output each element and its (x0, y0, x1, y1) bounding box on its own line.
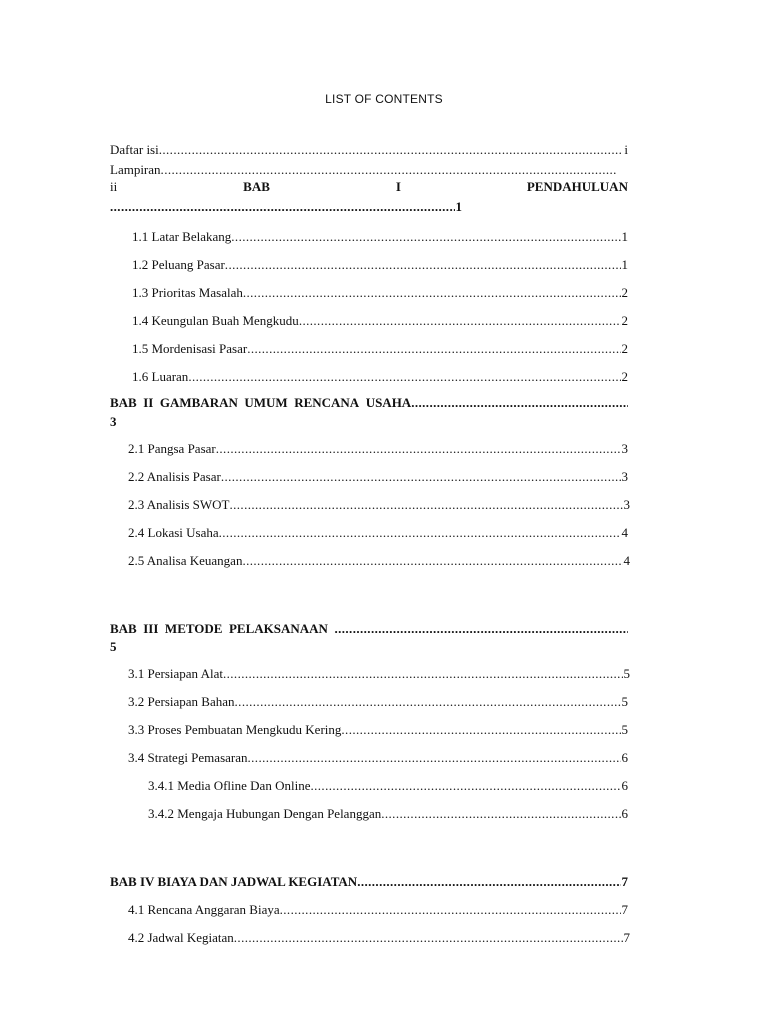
toc-entry-page: 7 (621, 902, 628, 917)
toc-entry-1-2[interactable] (132, 257, 628, 273)
chapter-2-page: 3 (110, 414, 117, 429)
toc-entry-label: 1.4 Keungulan Buah Mengkudu (132, 313, 299, 328)
chapter-3-page: 5 (110, 639, 117, 654)
chapter-2-word-1: BAB (110, 395, 137, 410)
toc-entry-4-1[interactable] (128, 902, 628, 918)
toc-entry-label: 1.6 Luaran (132, 369, 189, 384)
chapter-2-word-4: UMUM (244, 395, 288, 410)
leader-dots (216, 441, 621, 457)
toc-entry-page: 5 (621, 722, 628, 737)
toc-entry-page: 3 (621, 441, 628, 456)
chapter-1-word-3: PENDAHULUAN (526, 179, 628, 194)
leader-dots (242, 553, 622, 569)
toc-entry-label: 2.2 Analisis Pasar (128, 469, 221, 484)
toc-entry-3-4-1[interactable] (148, 778, 628, 794)
toc-entry-label: 3.4.1 Media Ofline Dan Online (148, 778, 311, 793)
toc-entry-label: 2.3 Analisis SWOT (128, 497, 230, 512)
toc-entry-page: 2 (621, 369, 628, 384)
toc-entry-3-3[interactable] (128, 722, 628, 738)
leader-dots (223, 666, 623, 682)
toc-entry-label: Lampiran (110, 162, 161, 177)
toc-entry-page: 4 (623, 553, 630, 568)
toc-entry-2-5[interactable] (128, 553, 630, 569)
toc-entry-label: 1.5 Mordenisasi Pasar (132, 341, 248, 356)
leader-dots (310, 778, 620, 794)
toc-entry-page: 6 (621, 806, 628, 821)
toc-entry-2-1[interactable] (128, 441, 628, 457)
chapter-2-word-5: RENCANA (294, 395, 360, 410)
toc-entry-page: 4 (621, 525, 628, 540)
toc-entry-page: 5 (623, 666, 630, 681)
toc-entry-label: 1.2 Peluang Pasar (132, 257, 225, 272)
toc-entry-2-3[interactable] (128, 497, 630, 513)
toc-entry-label: 3.3 Proses Pembuatan Mengkudu Kering (128, 722, 342, 737)
toc-entry-page: 2 (621, 313, 628, 328)
toc-entry-label: Daftar isi (110, 142, 159, 157)
chapter-3-word-2: III (143, 621, 159, 636)
toc-entry-label: 2.1 Pangsa Pasar (128, 441, 216, 456)
toc-entry-2-4[interactable] (128, 525, 628, 541)
chapter-2-words (110, 395, 411, 411)
chapter-1-word-2: I (395, 179, 401, 194)
leader-dots (299, 313, 621, 329)
chapter-1-leader (110, 199, 462, 215)
leader-dots (188, 369, 620, 385)
leader-dots (231, 229, 620, 245)
leader-dots (159, 142, 624, 158)
leader-dots (161, 162, 616, 178)
toc-entry-daftar-isi[interactable] (110, 142, 628, 158)
toc-entry-page: 3 (623, 497, 630, 512)
leader-dots (334, 621, 628, 637)
chapter-3-words (110, 621, 334, 637)
chapter-1-word-1: BAB (243, 179, 270, 194)
leader-dots (411, 395, 628, 411)
toc-entry-label: 4.2 Jadwal Kegiatan (128, 930, 234, 945)
toc-entry-label: 3.1 Persiapan Alat (128, 666, 223, 681)
chapter-3-heading[interactable] (110, 621, 628, 637)
leader-dots (219, 525, 621, 541)
leader-dots (229, 497, 622, 513)
chapter-2-word-3: GAMBARAN (159, 395, 238, 410)
chapter-3-word-1: BAB (110, 621, 137, 636)
toc-entry-label: 2.4 Lokasi Usaha (128, 525, 219, 540)
leader-dots (247, 341, 620, 357)
leader-dots (341, 722, 620, 738)
toc-entry-page: 6 (621, 750, 628, 765)
toc-entry-page: 2 (621, 341, 628, 356)
toc-entry-page: 1 (621, 229, 628, 244)
toc-entry-page: 2 (621, 285, 628, 300)
toc-entry-4-2[interactable] (128, 930, 630, 946)
leader-dots (248, 750, 621, 766)
page-title: LIST OF CONTENTS (325, 92, 443, 106)
chapter-2-word-6: USAHA (365, 395, 412, 410)
chapter-3-word-3: METODE (164, 621, 223, 636)
toc-entry-3-4[interactable] (128, 750, 628, 766)
chapter-1-heading[interactable] (110, 179, 628, 195)
toc-entry-page: 5 (621, 694, 628, 709)
toc-entry-1-6[interactable] (132, 369, 628, 385)
chapter-3-word-4: PELAKSANAAN (228, 621, 328, 636)
toc-entry-label: 1.1 Latar Belakang (132, 229, 232, 244)
toc-entry-label: 4.1 Rencana Anggaran Biaya (128, 902, 280, 917)
chapter-4-page: 7 (621, 874, 628, 889)
toc-entry-label: 2.5 Analisa Keuangan (128, 553, 243, 568)
toc-entry-1-3[interactable] (132, 285, 628, 301)
leader-dots (381, 806, 620, 822)
toc-entry-lampiran[interactable] (110, 162, 616, 178)
leader-dots (280, 902, 621, 918)
toc-entry-3-2[interactable] (128, 694, 628, 710)
leader-dots (357, 874, 620, 890)
leader-dots (225, 257, 621, 273)
leader-dots (235, 694, 621, 710)
toc-entry-page: i (624, 142, 628, 157)
chapter-2-heading[interactable] (110, 395, 628, 411)
leader-dots (221, 469, 621, 485)
leader-dots (234, 930, 623, 946)
chapter-4-label: BAB IV BIAYA DAN JADWAL KEGIATAN (110, 874, 358, 889)
toc-entry-1-1[interactable] (132, 229, 628, 245)
chapter-1-page: 1 (455, 199, 462, 214)
lampiran-page: ii (110, 179, 118, 194)
toc-entry-label: 1.3 Prioritas Masalah (132, 285, 243, 300)
toc-entry-2-2[interactable] (128, 469, 628, 485)
toc-entry-page: 1 (621, 257, 628, 272)
toc-entry-label: 3.2 Persiapan Bahan (128, 694, 235, 709)
toc-entry-page: 3 (621, 469, 628, 484)
toc-entry-page: 7 (623, 930, 630, 945)
toc-entry-3-4-2[interactable] (148, 806, 628, 822)
chapter-2-word-2: II (143, 395, 154, 410)
leader-dots (110, 199, 455, 215)
toc-entry-label: 3.4 Strategi Pemasaran (128, 750, 248, 765)
toc-entry-1-5[interactable] (132, 341, 628, 357)
chapter-4-heading[interactable] (110, 874, 628, 890)
toc-entry-1-4[interactable] (132, 313, 628, 329)
leader-dots (243, 285, 621, 301)
toc-entry-page: 6 (621, 778, 628, 793)
toc-entry-label: 3.4.2 Mengaja Hubungan Dengan Pelanggan (148, 806, 382, 821)
toc-entry-3-1[interactable] (128, 666, 630, 682)
